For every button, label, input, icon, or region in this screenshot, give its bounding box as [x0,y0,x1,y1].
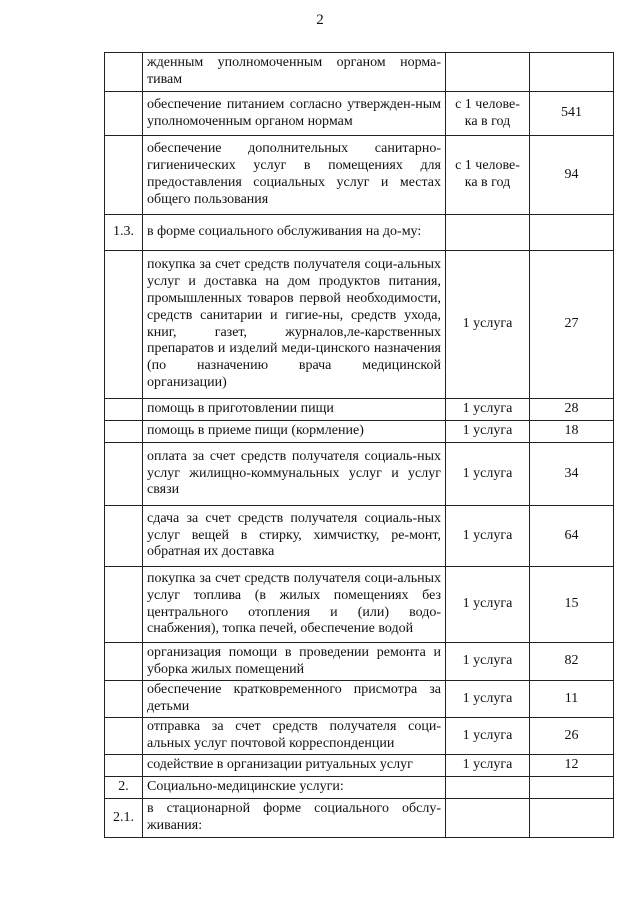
row-number [105,92,143,136]
service-unit: 1 услуга [446,681,530,718]
service-value [530,215,614,251]
row-number [105,136,143,215]
service-name: организация помощи в проведении ремонта и уборка жилых помещений [143,643,446,681]
service-unit: с 1 челове-ка в год [446,136,530,215]
row-number [105,421,143,443]
table-row [105,136,614,215]
table-row [105,399,614,421]
service-name: оплата за счет средств получателя социаль-ных услуг жилищно-коммунальных услуг и услуг связи [143,443,446,506]
row-number [105,567,143,643]
service-unit [446,777,530,799]
service-name: обеспечение кратковременного присмотра за детьми [143,681,446,718]
service-value: 82 [530,643,614,681]
service-value: 94 [530,136,614,215]
service-value: 11 [530,681,614,718]
service-value: 15 [530,567,614,643]
service-unit: 1 услуга [446,443,530,506]
table-row [105,799,614,838]
row-number: 2. [105,777,143,799]
service-unit: 1 услуга [446,506,530,567]
service-value: 12 [530,755,614,777]
service-value: 541 [530,92,614,136]
table-row [105,755,614,777]
table-row [105,443,614,506]
row-number [105,681,143,718]
table-row [105,718,614,755]
service-name: в стационарной форме социального обслу-живания: [143,799,446,838]
service-name: сдача за счет средств получателя социаль-ных услуг вещей в стирку, химчистку, ре-монт, обратная их доставка [143,506,446,567]
page-number: 2 [316,12,324,28]
service-name: помощь в приеме пищи (кормление) [143,421,446,443]
service-value: 26 [530,718,614,755]
row-number [105,53,143,92]
service-unit [446,799,530,838]
table-row [105,251,614,399]
service-unit [446,53,530,92]
table-row [105,506,614,567]
service-value [530,53,614,92]
row-number [105,755,143,777]
service-name: отправка за счет средств получателя соци-альных услуг почтовой корреспонденции [143,718,446,755]
service-unit: 1 услуга [446,567,530,643]
row-number [105,251,143,399]
service-name: в форме социального обслуживания на до-му: [143,215,446,251]
service-name: Социально-медицинские услуги: [143,777,446,799]
table-row [105,777,614,799]
row-number: 2.1. [105,799,143,838]
service-name: покупка за счет средств получателя соци-альных услуг топлива (в жилых помещениях без центрального отопления и (или) водо-снабжения), топка печей, обеспечение водой [143,567,446,643]
service-value: 18 [530,421,614,443]
service-value: 27 [530,251,614,399]
service-name: содействие в организации ритуальных услуг [143,755,446,777]
service-unit [446,215,530,251]
row-number [105,643,143,681]
table-row [105,643,614,681]
table-row [105,567,614,643]
service-unit: 1 услуга [446,251,530,399]
service-value: 64 [530,506,614,567]
row-number: 1.3. [105,215,143,251]
service-name: обеспечение питанием согласно утвержден-ным уполномоченным органом нормам [143,92,446,136]
service-name: помощь в приготовлении пищи [143,399,446,421]
table-row [105,53,614,92]
service-unit: 1 услуга [446,643,530,681]
table-row [105,681,614,718]
row-number [105,443,143,506]
row-number [105,399,143,421]
row-number [105,718,143,755]
service-unit: с 1 челове-ка в год [446,92,530,136]
service-value: 34 [530,443,614,506]
service-unit: 1 услуга [446,421,530,443]
row-number [105,506,143,567]
service-unit: 1 услуга [446,399,530,421]
service-value [530,777,614,799]
service-name: покупка за счет средств получателя соци-альных услуг и доставка на дом продуктов питания, промышленных товаров первой необходимости, средств санитарии и гигие-ны, средств ухода, книг, газет, журналов,ле-карственных препаратов и изделий меди-цинского назначения (по назначению врача медицинской организации) [143,251,446,399]
service-value: 28 [530,399,614,421]
service-unit: 1 услуга [446,718,530,755]
table-row [105,421,614,443]
services-tariff-table [104,52,614,838]
service-value [530,799,614,838]
service-name: обеспечение дополнительных санитарно-гигиенических услуг в помещениях для предоставления социальных услуг и местах общего пользования [143,136,446,215]
table-row [105,92,614,136]
service-unit: 1 услуга [446,755,530,777]
service-name: жденным уполномоченным органом норма-тивам [143,53,446,92]
table-row [105,215,614,251]
